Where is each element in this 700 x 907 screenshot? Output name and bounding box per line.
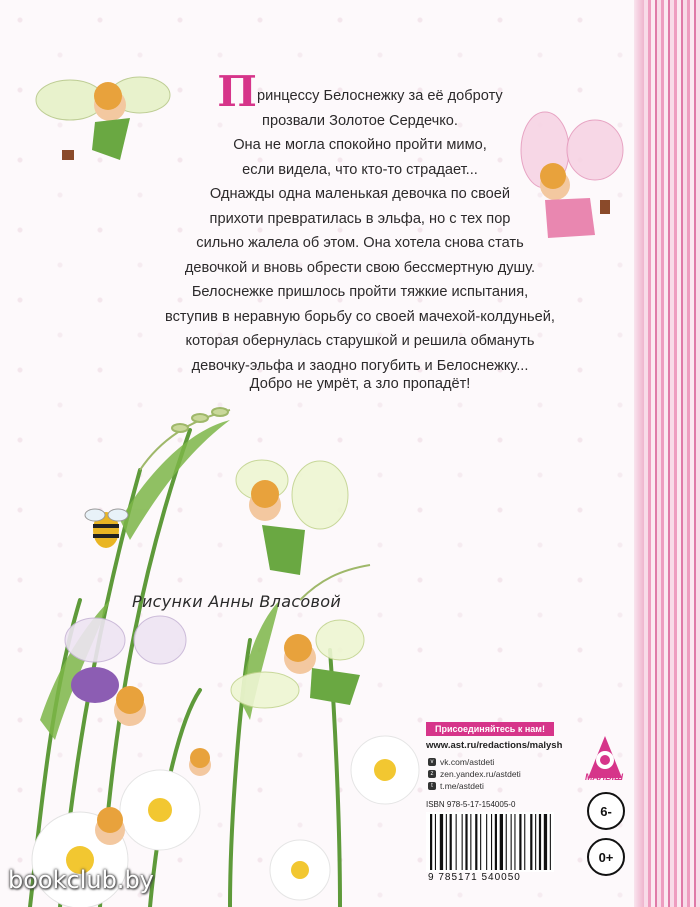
barcode-bar [491, 814, 492, 870]
age-rating-badge: 6- [587, 792, 625, 830]
story-line-1: Принцессу Белоснежку за её доброту [217, 67, 503, 116]
barcode-bar [535, 814, 536, 870]
isbn-label: ISBN 978-5-17-154005-0 [426, 800, 516, 809]
barcode-bar [456, 814, 457, 870]
barcode-bar [500, 814, 503, 870]
social-link-zen[interactable]: z zen.yandex.ru/astdeti [428, 768, 521, 780]
barcode-bar [435, 814, 436, 870]
social-link-telegram[interactable]: t t.me/astdeti [428, 780, 521, 792]
story-line: если видела, что кто-то страдает... [242, 161, 478, 178]
barcode-number: 9 785171 540050 [428, 872, 521, 883]
barcode-bar [475, 814, 477, 870]
barcode-bar [550, 814, 551, 870]
oat-seed [212, 408, 228, 416]
story-line: девочку-эльфа и заодно погубить и Белоснежку... [191, 357, 529, 374]
story-line: Однажды одна маленькая девочка по своей [209, 186, 511, 202]
story-line: которая обернулась старушкой и решила обмануть [185, 333, 535, 349]
barcode-bar [486, 814, 487, 870]
barcode-bar [506, 814, 507, 870]
website-link[interactable]: www.ast.ru/redactions/malysh [426, 740, 563, 751]
publisher-logo-text: МАЛЫШ [584, 772, 624, 782]
barcode-bar [511, 814, 512, 870]
age-rating-badge: 0+ [587, 838, 625, 876]
barcode-bar [462, 814, 463, 870]
barcode-bar [430, 814, 432, 870]
daisy-flower [351, 736, 419, 804]
barcode-bar [465, 814, 467, 870]
barcode-bar [539, 814, 541, 870]
drop-cap: П [217, 67, 257, 116]
barcode-bar [450, 814, 452, 870]
social-links [428, 756, 521, 792]
oat-seed [192, 414, 208, 422]
story-line: прозвали Золотое Сердечко. [262, 112, 458, 129]
daisy-flower [270, 840, 330, 900]
story-line: Белоснежке пришлось пройти тяжкие испытания, [191, 284, 529, 300]
vk-icon: v [428, 758, 436, 766]
telegram-icon: t [428, 782, 436, 790]
story-line: Она не могла спокойно пройти мимо, [233, 137, 487, 153]
illustrator-credit: Рисунки Анны Власовой [132, 592, 342, 611]
barcode-bar [544, 814, 547, 870]
story-line: прихоти превратилась в эльфа, но с тех пор [209, 210, 511, 227]
barcode-bar [440, 814, 443, 870]
barcode-bar [519, 814, 521, 870]
barcode [426, 812, 554, 872]
barcode-bar [530, 814, 532, 870]
barcode-bar [446, 814, 447, 870]
fairy-green-middle [236, 460, 348, 575]
barcode-bar [480, 814, 481, 870]
barcode-bar [495, 814, 497, 870]
story-text [150, 67, 570, 378]
zen-icon: z [428, 770, 436, 778]
story-line: вступив в неравную борьбу со своей мачехой-колдуньей, [165, 308, 555, 325]
motto: Добро не умрёт, а зло пропадёт! [249, 376, 471, 392]
barcode-bar [524, 814, 525, 870]
barcode-bar [514, 814, 515, 870]
barcode-bar [470, 814, 471, 870]
oat-seed [172, 424, 188, 432]
story-line: девочкой и вновь обрести свою бессмертную душу. [184, 259, 536, 276]
story-line: сильно жалела об этом. Она хотела снова стать [196, 235, 524, 251]
daisy-flower [120, 770, 200, 850]
watermark: bookclub.by [8, 866, 154, 894]
join-us-badge: Присоединяйтесь к нам! [426, 722, 554, 736]
social-link-vk[interactable]: v vk.com/astdeti [428, 756, 521, 768]
